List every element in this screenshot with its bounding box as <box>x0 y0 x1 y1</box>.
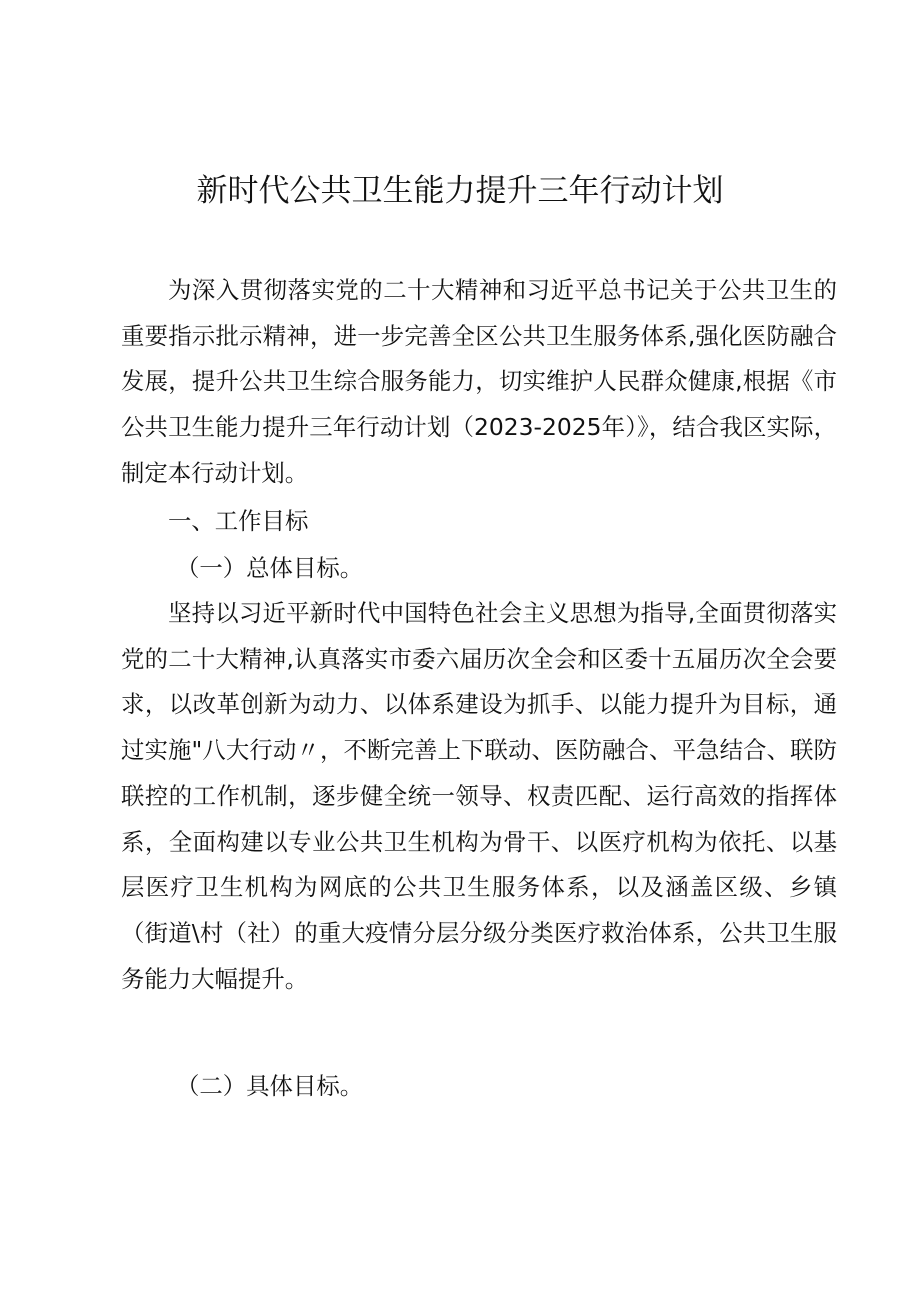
document-title: 新时代公共卫生能力提升三年行动计划 <box>196 173 724 209</box>
section-heading-work-goals: 一、工作目标 <box>168 507 309 535</box>
intro-paragraph: 为深入贯彻落实党的二十大精神和习近平总书记关于公共卫生的重要指示批示精神，进一步完善全区公共卫生服务体系,强化医防融合发展，提升公共卫生综合服务能力，切实维护人民群众健康,根据《市公共卫生能力提升三年行动计划（2023-2025年）》，结合我区实际，制定本行动计划。 <box>121 276 837 487</box>
subsection-heading-overall-goal: （一）总体目标。 <box>176 554 364 582</box>
subsection-heading-specific-goals: （二）具体目标。 <box>176 1072 364 1100</box>
overall-goal-paragraph: 坚持以习近平新时代中国特色社会主义思想为指导,全面贯彻落实党的二十大精神,认真落实市委六届历次全会和区委十五届历次全会要求，以改革创新为动力、以体系建设为抓手、以能力提升为目标，通过实施"八大行动〃，不断完善上下联动、医防融合、平急结合、联防联控的工作机制，逐步健全统一领导、权责匹配、运行高效的指挥体系，全面构建以专业公共卫生机构为骨干、以医疗机构为依托、以基层医疗卫生机构为网底的公共卫生服务体系，以及涵盖区级、乡镇（街道\村（社）的重大疫情分层分级分类医疗救治体系，公共卫生服务能力大幅提升。 <box>121 599 837 993</box>
